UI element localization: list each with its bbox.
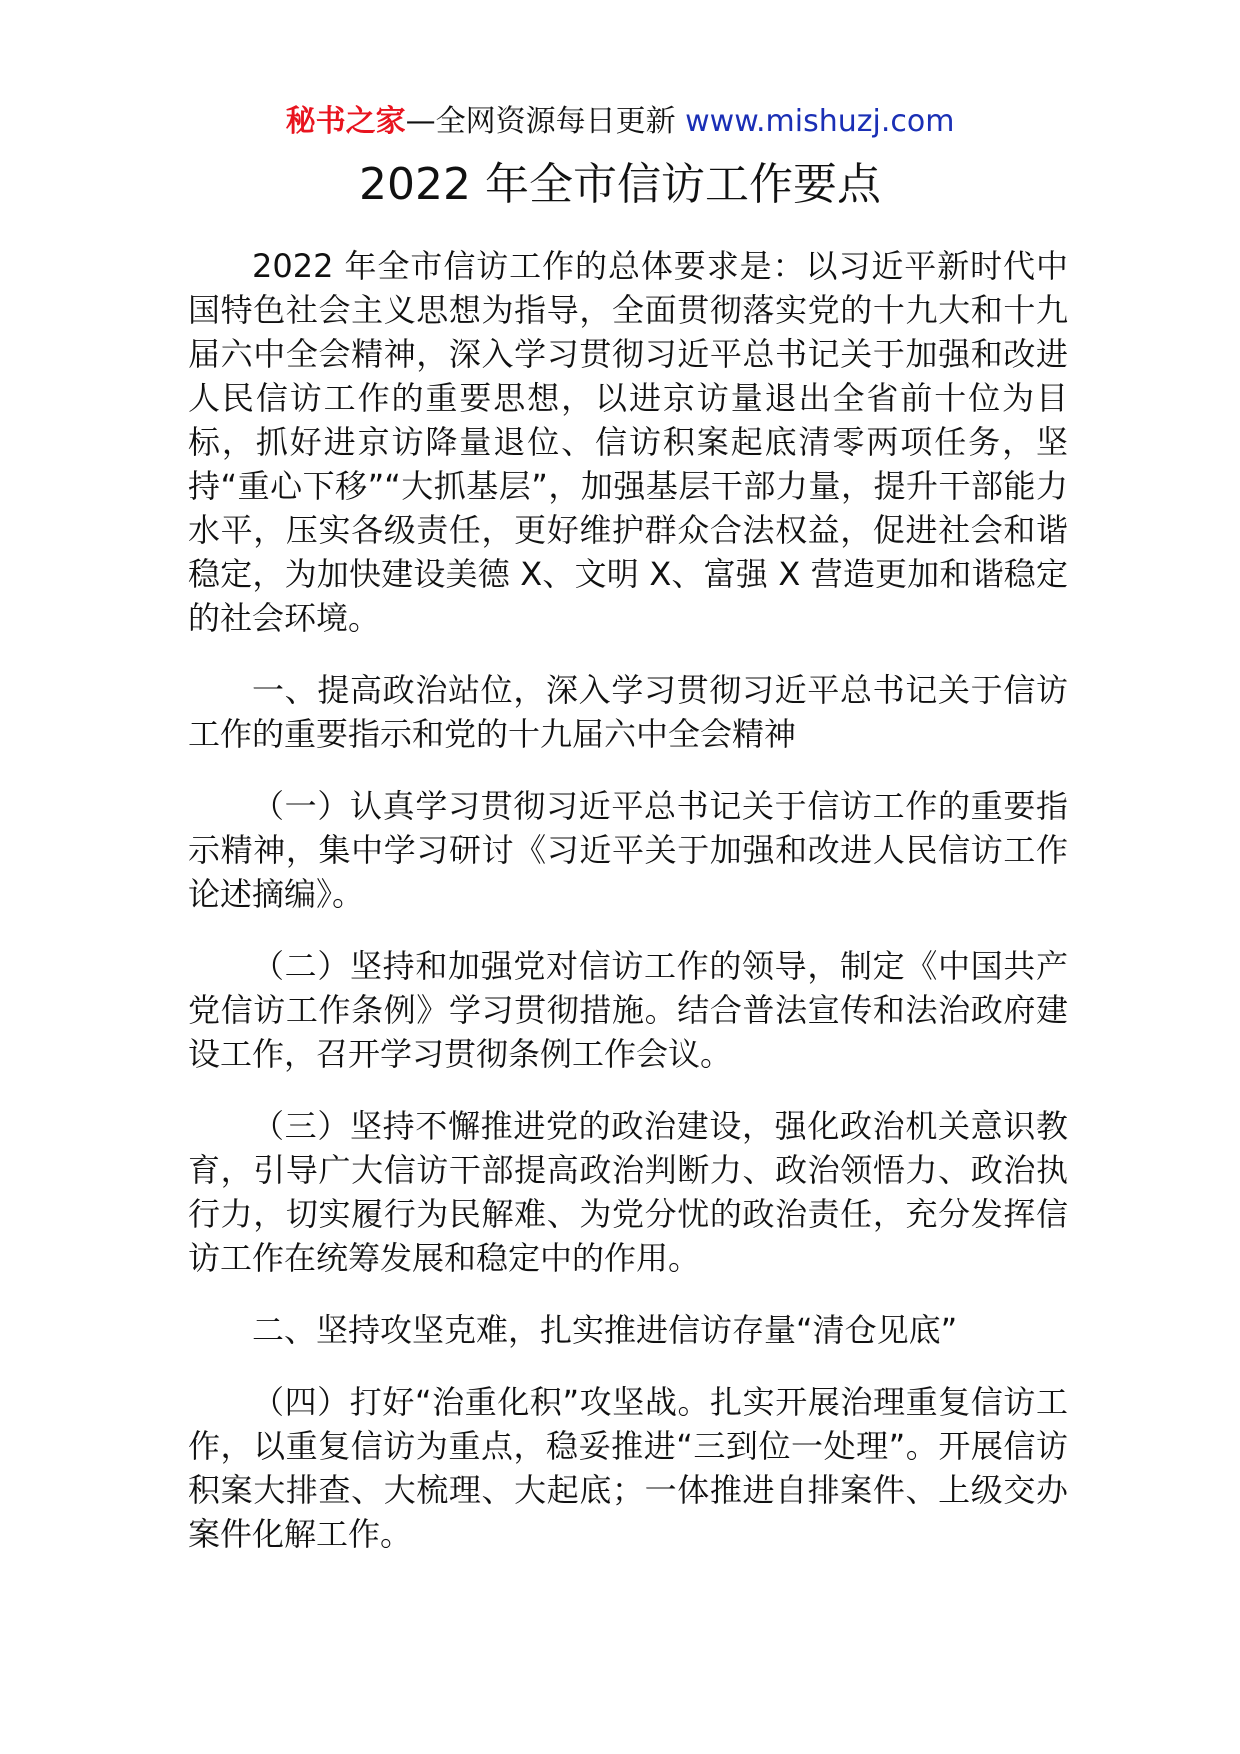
section-heading-2: 二、坚持攻坚克难，扎实推进信访存量“清仓见底” [252,1311,958,1349]
paragraph-item-4: （四）打好“治重化积”攻坚战。扎实开展治理重复信访工作，以重复信访为重点，稳妥推进“三到位一处理”。开展信访积案大排查、大梳理、大起底；一体推进自排案件、上级交办案件化解工作。 [188,1383,1068,1553]
paragraph-item-3: （三）坚持不懈推进党的政治建设，强化政治机关意识教育，引导广大信访干部提高政治判断力、政治领悟力、政治执行力，切实履行为民解难、为党分忧的政治责任，充分发挥信访工作在统筹发展和稳定中的作用。 [188,1107,1068,1277]
banner-tagline: —全网资源每日更新 [405,104,676,139]
brand-name: 秘书之家 [285,104,406,139]
paragraph-overview: 2022 年全市信访工作的总体要求是：以习近平新时代中国特色社会主义思想为指导，全面贯彻落实党的十九大和十九届六中全会精神，深入学习贯彻习近平总书记关于加强和改进人民信访工作的重要思想，以进京访量退出全省前十位为目标，抓好进京访降量退位、信访积案起底清零两项任务，坚持“重心下移”“大抓基层”，加强基层干部力量，提升干部能力水平，压实各级责任，更好维护群众合法权益，促进社会和谐稳定，为加快建设美德 X、文明 X、富强 X 营造更加和谐稳定的社会环境。 [188,247,1068,637]
document-title: 2022 年全市信访工作要点 [359,159,881,210]
paragraph-item-2: （二）坚持和加强党对信访工作的领导，制定《中国共产党信访工作条例》学习贯彻措施。结合普法宣传和法治政府建设工作，召开学习贯彻条例工作会议。 [188,947,1068,1073]
site-banner [0,100,1240,144]
site-url-link[interactable]: www.mishuzj.com [685,104,955,139]
document-body [188,244,1068,1556]
section-heading-1: 一、提高政治站位，深入学习贯彻习近平总书记关于信访工作的重要指示和党的十九届六中全会精神 [188,671,1068,753]
paragraph-item-1: （一）认真学习贯彻习近平总书记关于信访工作的重要指示精神，集中学习研讨《习近平关于加强和改进人民信访工作论述摘编》。 [188,787,1068,913]
